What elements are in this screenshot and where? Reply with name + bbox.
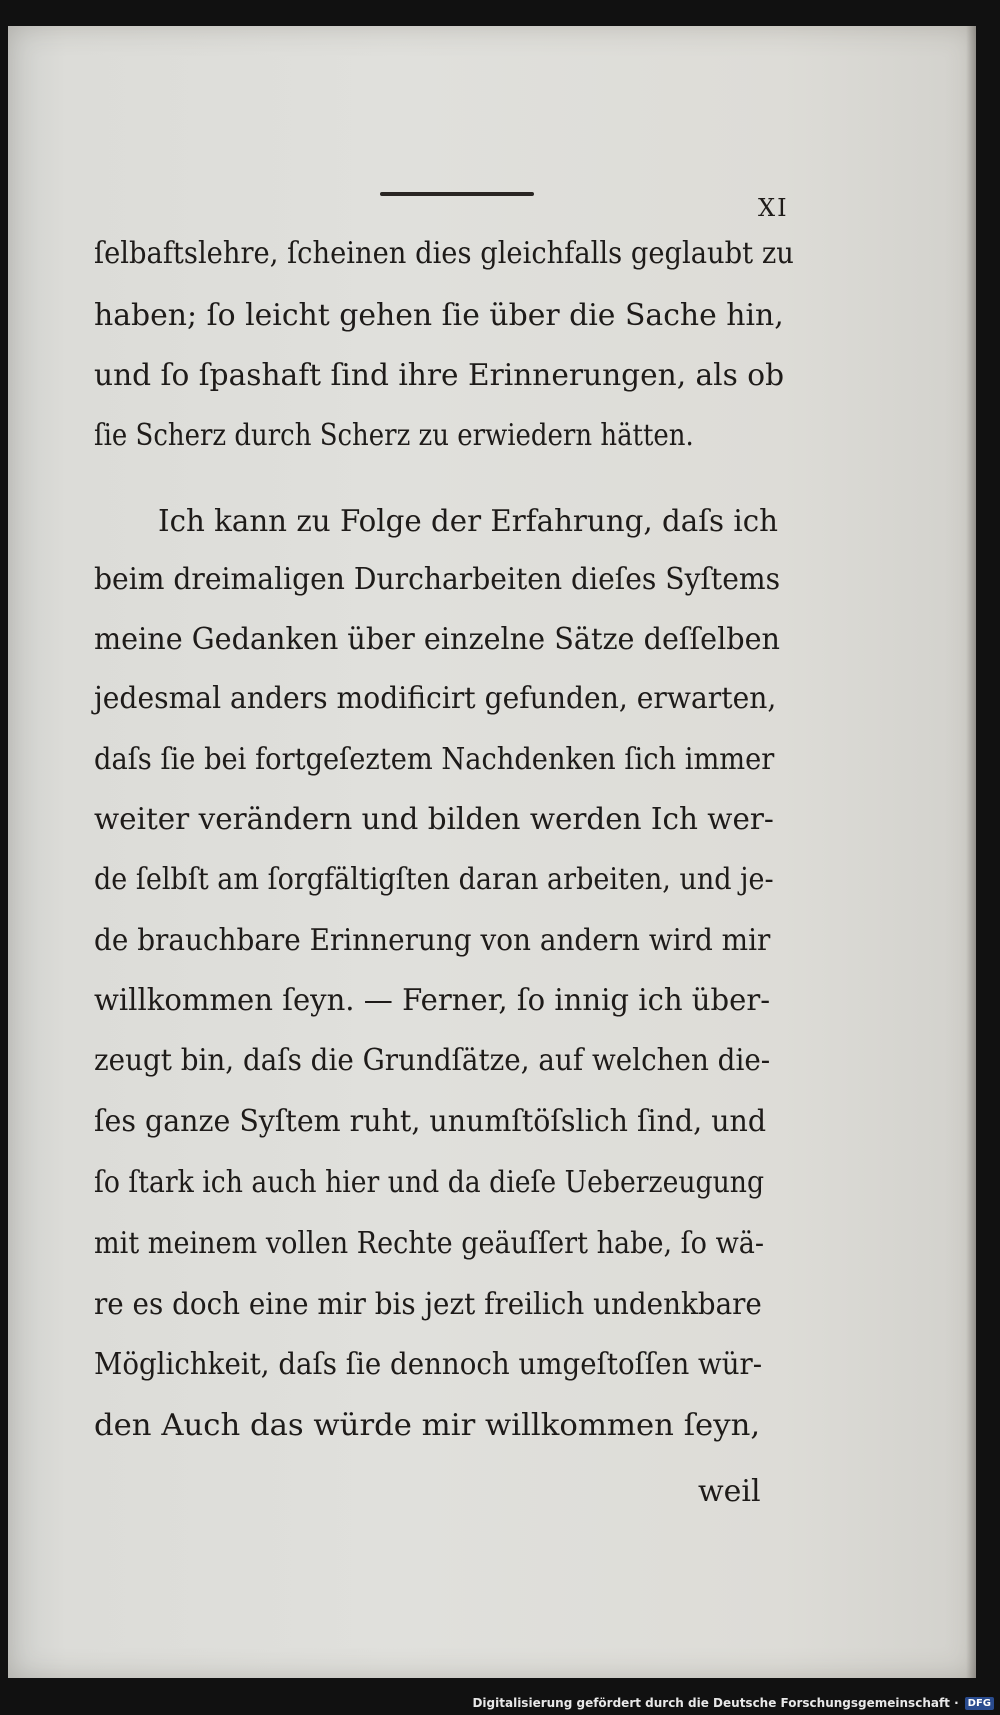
book-page [8, 26, 976, 1678]
footer-credit [472, 1693, 994, 1713]
text-line: re es doch eine mir bis jezt freilich undenkbare [94, 1287, 762, 1322]
text-line: und ſo ſpashaft ſind ihre Erinnerungen, als ob [94, 358, 785, 393]
dfg-logo-icon: DFG [965, 1697, 994, 1710]
page-number: XI [758, 194, 789, 222]
text-line: mit meinem vollen Rechte geäuſſert habe, ſo wä- [94, 1226, 765, 1261]
text-line: haben; ſo leicht gehen ſie über die Sache hin, [94, 298, 784, 333]
text-line: beim dreimaligen Durcharbeiten dieſes Syſtems [94, 562, 781, 597]
text-line: meine Gedanken über einzelne Sätze deſſelben [94, 622, 780, 657]
text-line: zeugt bin, daſs die Grundſätze, auf welchen die- [94, 1043, 771, 1078]
text-line: weiter verändern und bilden werden Ich wer- [94, 802, 774, 837]
body-text [8, 26, 976, 1678]
text-line: den Auch das würde mir willkommen ſeyn, [94, 1408, 761, 1443]
text-line: de brauchbare Erinnerung von andern wird mir [94, 923, 771, 958]
text-line: de ſelbſt am ſorgfältigſten daran arbeiten, und je- [94, 862, 774, 897]
catchword: weil [698, 1474, 761, 1509]
text-line: Möglichkeit, daſs ſie dennoch umgeſtoſſen wür- [94, 1347, 763, 1382]
text-line: ſo ſtark ich auch hier und da dieſe Ueberzeugung [94, 1165, 765, 1200]
text-line: daſs ſie bei fortgeſeztem Nachdenken ſich immer [94, 742, 775, 777]
footer-text: Digitalisierung gefördert durch die Deutsche Forschungsgemeinschaft · [472, 1696, 959, 1710]
text-line: jedesmal anders modificirt gefunden, erwarten, [94, 681, 777, 716]
text-line: ſie Scherz durch Scherz zu erwiedern hätten. [94, 418, 694, 453]
text-line: Ich kann zu Folge der Erfahrung, daſs ich [158, 504, 778, 539]
text-line: willkommen ſeyn. — Ferner, ſo innig ich über- [94, 983, 771, 1018]
text-line: ſelbaftslehre, ſcheinen dies gleichfalls geglaubt zu [94, 236, 794, 271]
text-line: ſes ganze Syſtem ruht, unumſtöſslich ſind, und [94, 1104, 767, 1139]
